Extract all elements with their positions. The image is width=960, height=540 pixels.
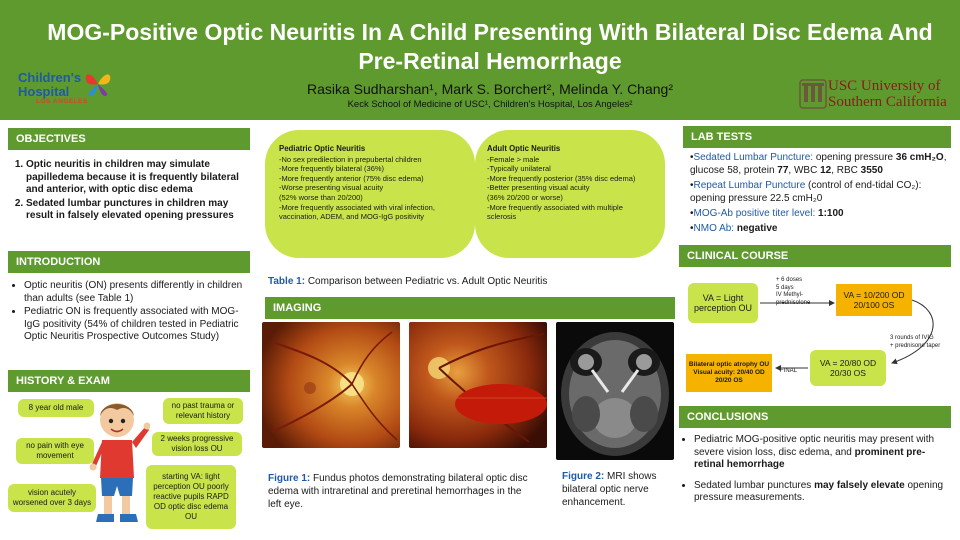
course-note-ivig: 3 rounds of IVIG + prednisone taper bbox=[890, 335, 941, 349]
history-bubble: no past trauma or relevant history bbox=[163, 398, 243, 424]
conclusions-body bbox=[682, 434, 950, 506]
lab-lp-wbc: 12 bbox=[820, 165, 832, 176]
course-note-steroids: + 6 doses 5 days IV Methyl- prednisolone bbox=[776, 277, 811, 306]
adult-on-line: -More frequently posterior (35% disc edema) bbox=[487, 173, 636, 183]
chla-logo-subtext: LOS ANGELES bbox=[36, 98, 88, 105]
lab-lp-text: , WBC bbox=[788, 165, 821, 176]
pediatric-on-line: -More frequently anterior (75% disc edema) bbox=[279, 173, 424, 183]
lab-nmo-label: NMO Ab: bbox=[693, 223, 735, 234]
table-caption-text: Comparison between Pediatric vs. Adult Optic Neuritis bbox=[305, 276, 548, 287]
figure2-label: Figure 2: bbox=[562, 471, 605, 482]
pediatric-on-line: -No sex predilection in prepubertal children bbox=[279, 154, 422, 164]
adult-on-line: -Female > male bbox=[487, 154, 540, 164]
pediatric-on-line: vaccination, ADEM, and MOG-IgG positivity bbox=[279, 212, 425, 222]
conclusion-item bbox=[694, 434, 950, 472]
figure2-text: MRI shows bilateral optic nerve enhancement. bbox=[562, 471, 657, 508]
course-note-final: FINAL bbox=[780, 368, 798, 374]
figure1-text: Fundus photos demonstrating bilateral optic disc edema with intraretinal and preretinal hemorrhages in the left eye. bbox=[268, 473, 528, 510]
imaging-heading: IMAGING bbox=[265, 297, 675, 319]
lab-lp-text: , glucose 58, protein bbox=[690, 152, 947, 176]
lab-lp-text: opening pressure bbox=[813, 152, 896, 163]
pediatric-on-title: Pediatric Optic Neuritis bbox=[279, 144, 366, 153]
course-arrows bbox=[676, 270, 956, 400]
chla-logo bbox=[18, 66, 118, 108]
lab-repeat-line: •Repeat Lumbar Puncture (control of end-tidal CO₂): opening pressure 22.5 cmH₂0 bbox=[690, 180, 922, 204]
lab-lp-unit: cmH₂O bbox=[909, 152, 944, 163]
pediatric-on-line: -Worse presenting visual acuity bbox=[279, 183, 384, 193]
introduction-body bbox=[12, 280, 250, 345]
lab-lp-op: 36 bbox=[895, 152, 908, 163]
fundus-photo-right-eye bbox=[262, 322, 400, 448]
objectives-body bbox=[14, 159, 250, 224]
affiliation: Keck School of Medicine of USC¹, Children's Hospital, Los Angeles² bbox=[347, 99, 633, 110]
lab-repeat-label: Repeat Lumbar Puncture bbox=[693, 180, 806, 191]
butterfly-icon bbox=[82, 68, 114, 98]
chla-logo-text: Hospital bbox=[18, 84, 70, 99]
pediatric-on-oval bbox=[265, 130, 475, 258]
adult-on-title: Adult Optic Neuritis bbox=[487, 144, 561, 153]
conclusion-bold: may falsely elevate bbox=[814, 479, 905, 491]
history-bubble: 2 weeks progressive vision loss OU bbox=[152, 432, 242, 456]
lab-nmo-value: negative bbox=[734, 223, 778, 234]
table-caption-label: Table 1: bbox=[268, 276, 306, 287]
child-cartoon-icon bbox=[84, 396, 150, 528]
clinical-course-heading: CLINICAL COURSE bbox=[679, 245, 951, 267]
history-bubble: vision acutely worsened over 3 days bbox=[8, 484, 96, 512]
pediatric-on-line: (52% worse than 20/200) bbox=[279, 192, 363, 202]
conclusions-heading: CONCLUSIONS bbox=[679, 406, 951, 428]
lab-lp-label: Sedated Lumbar Puncture: bbox=[693, 152, 814, 163]
adult-on-oval bbox=[475, 130, 665, 258]
usc-logo bbox=[798, 78, 956, 114]
lab-mog-value: 1:100 bbox=[815, 208, 844, 219]
pediatric-on-line: -More frequently associated with viral infection, bbox=[279, 202, 435, 212]
course-box-final: Bilateral optic atrophy OU Visual acuity: 20/40 OD 20/20 OS bbox=[686, 354, 772, 392]
usc-logo-text: Southern California bbox=[828, 94, 947, 110]
pediatric-on-line: -More frequently bilateral (36%) bbox=[279, 164, 385, 174]
conclusion-bold: prominent pre-retinal hemorrhage bbox=[694, 446, 926, 470]
lab-lp-line: •Sedated Lumbar Puncture: opening pressure 36 cmH₂O, glucose 58, protein 77, WBC 12, RBC 3550 bbox=[690, 152, 947, 176]
conclusion-text: Sedated lumbar punctures bbox=[694, 479, 815, 491]
header-banner bbox=[0, 0, 960, 120]
intro-item: • Pediatric ON is frequently associated with MOG-IgG positivity (54% of children tested in Pediatric Optic Neuritis Prospective Outcomes Study) bbox=[24, 306, 250, 344]
conclusion-text: Pediatric MOG-positive optic neuritis may present with severe vision loss, disc edema, and bbox=[694, 434, 935, 458]
introduction-heading: INTRODUCTION bbox=[8, 251, 250, 273]
lab-tests-heading: LAB TESTS bbox=[683, 126, 951, 148]
table-caption bbox=[268, 276, 547, 287]
usc-seal-icon bbox=[798, 78, 828, 110]
course-box-initial: VA = Light perception OU bbox=[688, 283, 758, 323]
poster-title: MOG-Positive Optic Neuritis In A Child Presenting With Bilateral Disc Edema And Pre-Retinal Hemorrhage bbox=[47, 19, 933, 74]
lab-mog-label: MOG-Ab positive titer level: bbox=[693, 208, 816, 219]
figure2-caption bbox=[562, 470, 674, 509]
history-bubble: starting VA: light perception OU poorly reactive pupils RAPD OD optic disc edema OU bbox=[146, 465, 236, 529]
history-heading: HISTORY & EXAM bbox=[8, 370, 250, 392]
history-bubble: 8 year old male bbox=[18, 399, 94, 417]
lab-tests-body bbox=[690, 151, 952, 237]
adult-on-line: sclerosis bbox=[487, 212, 517, 222]
lab-repeat-text: (control of end-tidal CO₂): opening pressure 22.5 cmH₂0 bbox=[690, 180, 922, 204]
lab-lp-rbc: 3550 bbox=[860, 165, 883, 176]
usc-logo-text: USC University of bbox=[828, 78, 941, 94]
course-box-after-ivig: VA = 20/80 OD 20/30 OS bbox=[810, 350, 886, 386]
objectives-heading: OBJECTIVES bbox=[8, 128, 250, 150]
history-bubble: no pain with eye movement bbox=[16, 438, 94, 464]
adult-on-line: -More frequently associated with multiple bbox=[487, 202, 623, 212]
intro-item: • Optic neuritis (ON) presents differently in children than adults (see Table 1) bbox=[24, 280, 250, 305]
chla-logo-text: Children's bbox=[18, 70, 82, 85]
lab-lp-protein: 77 bbox=[777, 165, 789, 176]
lab-mog-line: •MOG-Ab positive titer level: 1:100 bbox=[690, 208, 844, 219]
figure1-label: Figure 1: bbox=[268, 473, 311, 484]
figure1-caption bbox=[268, 472, 536, 511]
fundus-photo-left-eye bbox=[409, 322, 547, 448]
objective-item: 1. Optic neuritis in children may simulate papilledema because it is frequently bilateral and anterior, with optic disc edema bbox=[26, 159, 250, 197]
course-box-after-steroids: VA = 10/200 OD 20/100 OS bbox=[836, 284, 912, 316]
adult-on-line: -Typically unilateral bbox=[487, 164, 551, 174]
authors: Rasika Sudharshan¹, Mark S. Borchert², Melinda Y. Chang² bbox=[307, 81, 673, 97]
adult-on-line: -Better presenting visual acuity bbox=[487, 183, 590, 193]
objective-item: 2. Sedated lumbar punctures in children may result in falsely elevated opening pressures bbox=[26, 198, 250, 223]
mri-image bbox=[556, 322, 674, 460]
adult-on-line: (36% 20/200 or worse) bbox=[487, 192, 563, 202]
lab-lp-text: , RBC bbox=[831, 165, 861, 176]
conclusion-text: opening pressure measurements. bbox=[694, 479, 944, 503]
lab-nmo-line: •NMO Ab: negative bbox=[690, 223, 778, 234]
conclusion-item bbox=[694, 480, 950, 505]
